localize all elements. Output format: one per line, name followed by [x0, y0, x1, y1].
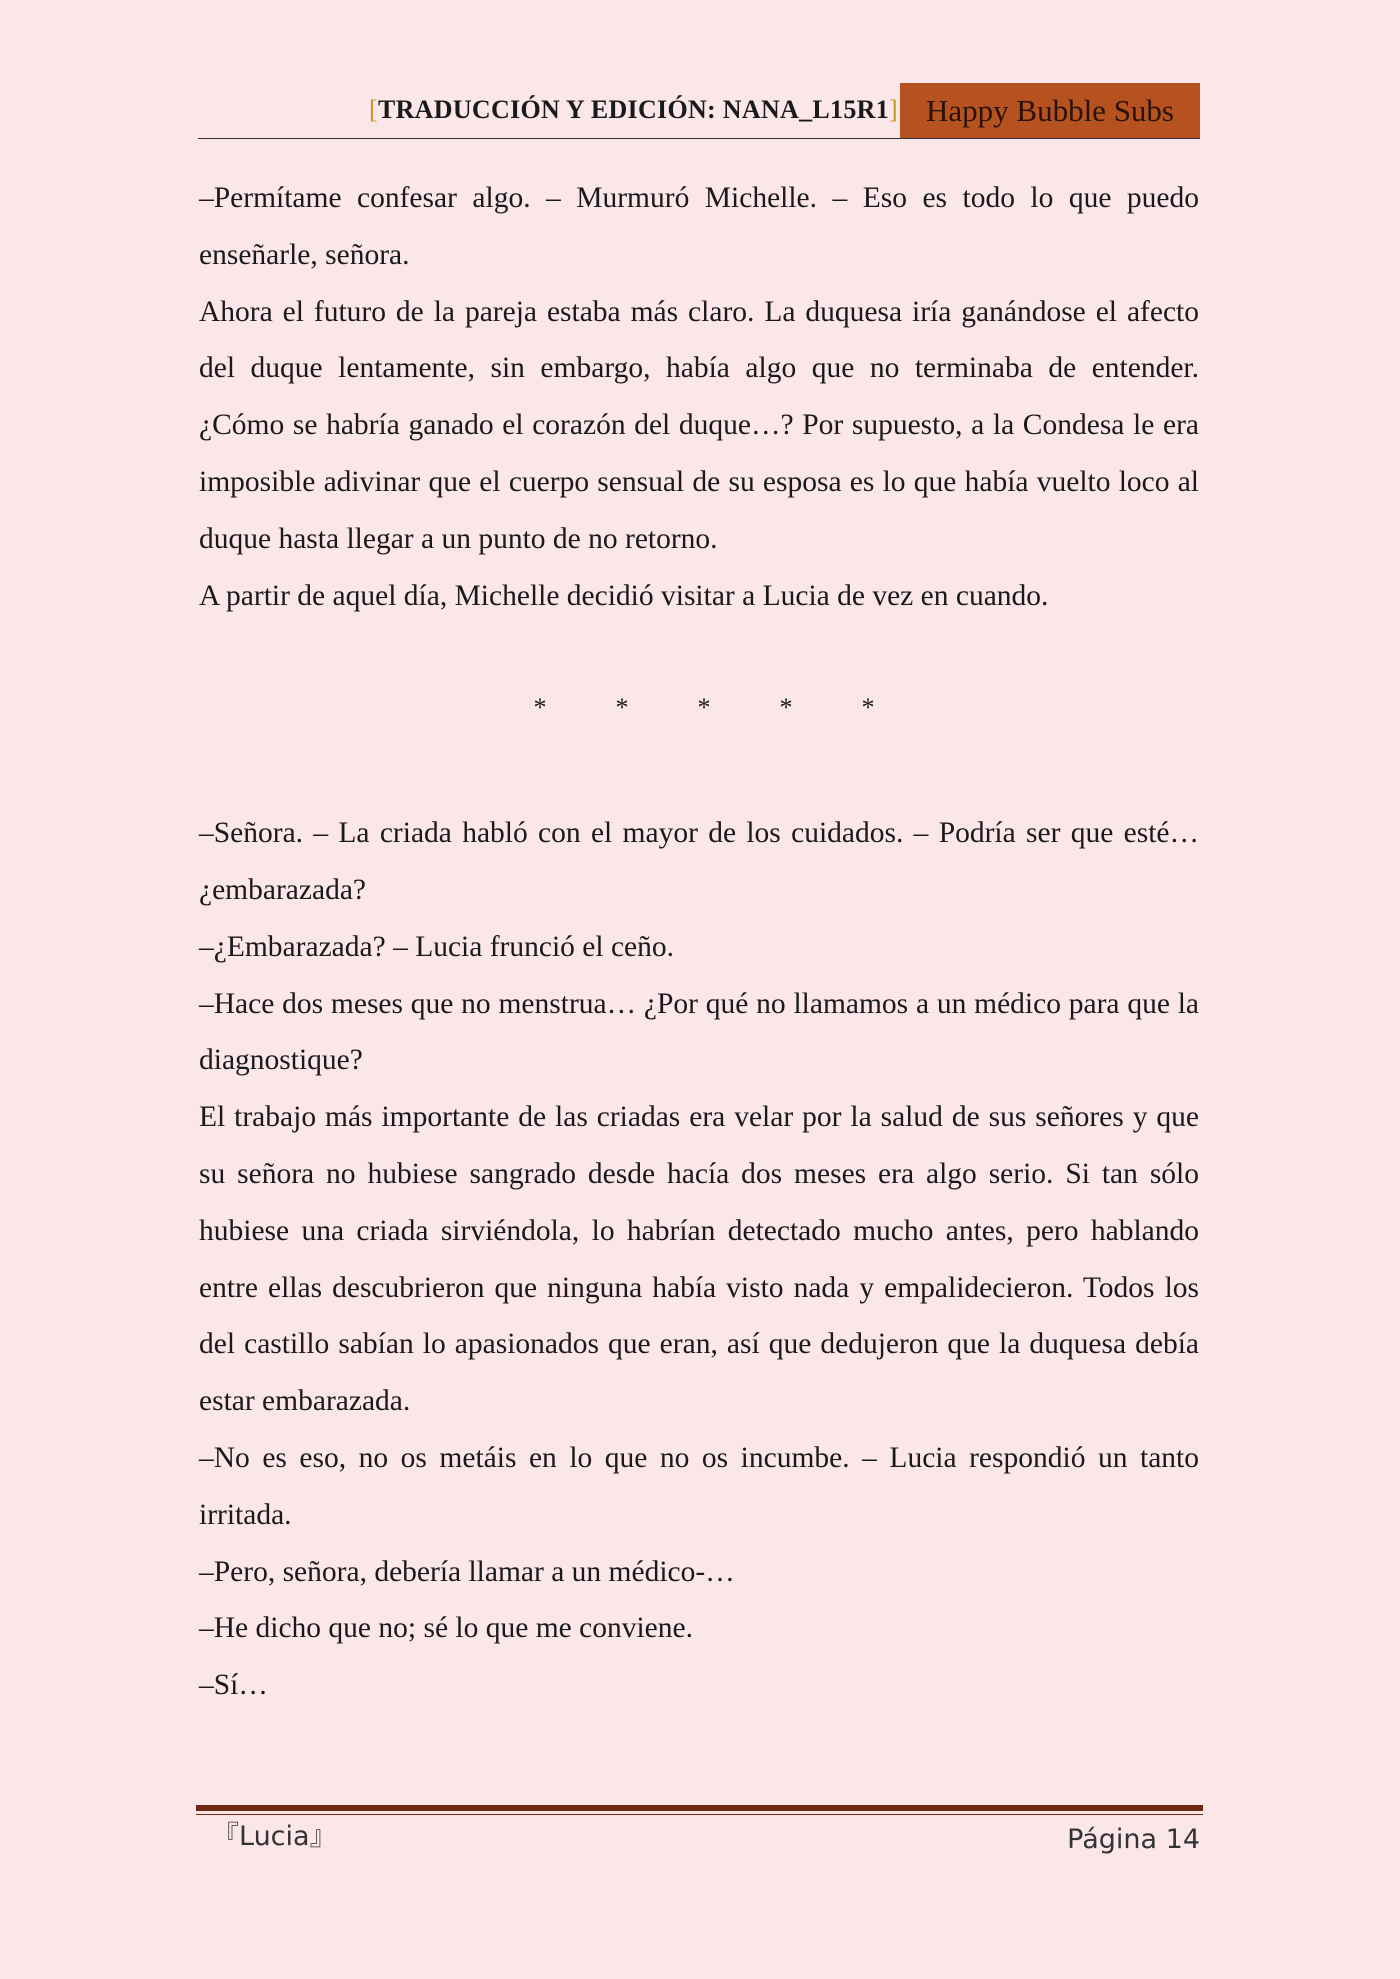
paragraph: –Pero, señora, debería llamar a un médico-… — [199, 1555, 735, 1588]
header-close-bracket: ] — [889, 95, 898, 124]
separator-asterisk: * — [861, 693, 875, 723]
paragraph: –Sí… — [199, 1669, 268, 1702]
separator-asterisk: * — [697, 693, 711, 723]
footer-divider-thin — [196, 1814, 1203, 1815]
footer-page-number: Página 14 — [1067, 1824, 1200, 1855]
paragraph: El trabajo más importante de las criadas era velar por la salud de sus señores y que su señora no hubiese sangrado desde hacía dos meses era algo serio. Si tan sólo hubiese una criada sirviéndola, lo habrían detectado mucho antes, pero hablando entre ellas descubrieron que ninguna había visto nada y empalidecieron. Todos los del castillo sabían lo apasionados que eran, así que dedujeron que la duquesa debía estar embarazada. — [199, 1101, 1199, 1418]
paragraph: Ahora el futuro de la pareja estaba más claro. La duquesa iría ganándose el afecto del duque lentamente, sin embargo, había algo que no terminaba de entender. ¿Cómo se habría ganado el corazón del duque…? Por supuesto, a la Condesa le era imposible adivinar que el cuerpo sensual de su esposa es lo que había vuelto loco al duque hasta llegar a un punto de no retorno. — [199, 295, 1199, 555]
footer-divider-thick — [196, 1805, 1203, 1811]
separator-asterisk: * — [533, 693, 547, 723]
separator-asterisk: * — [779, 693, 793, 723]
paragraph: A partir de aquel día, Michelle decidió visitar a Lucia de vez en cuando. — [199, 579, 1049, 612]
footer-book-title: 『Lucia』 — [212, 1821, 337, 1852]
paragraph: –Hace dos meses que no menstrua… ¿Por qué no llamamos a un médico para que la diagnostique? — [199, 987, 1199, 1077]
page-body — [199, 170, 1199, 1714]
paragraph: –He dicho que no; sé lo que me conviene. — [199, 1612, 693, 1645]
spacer — [199, 624, 1199, 680]
scene-separator — [199, 680, 1199, 737]
header-title-text: TRADUCCIÓN Y EDICIÓN: NANA_L15R1 — [377, 95, 890, 124]
header-brand-box: Happy Bubble Subs — [900, 83, 1200, 139]
separator-asterisk: * — [615, 693, 629, 723]
paragraph: –Permítame confesar algo. – Murmuró Michelle. – Eso es todo lo que puedo enseñarle, señora. — [199, 182, 1199, 271]
header-divider — [198, 138, 1200, 139]
header-open-bracket: [ — [368, 95, 378, 124]
paragraph: –¿Embarazada? – Lucia frunció el ceño. — [199, 930, 675, 963]
page-header — [198, 83, 1200, 139]
spacer — [199, 737, 1199, 805]
paragraph: –Señora. – La criada habló con el mayor de los cuidados. – Podría ser que esté… ¿embarazada? — [199, 817, 1199, 906]
paragraph: –No es eso, no os metáis en lo que no os incumbe. – Lucia respondió un tanto irritada. — [199, 1441, 1199, 1531]
header-title — [369, 95, 898, 125]
